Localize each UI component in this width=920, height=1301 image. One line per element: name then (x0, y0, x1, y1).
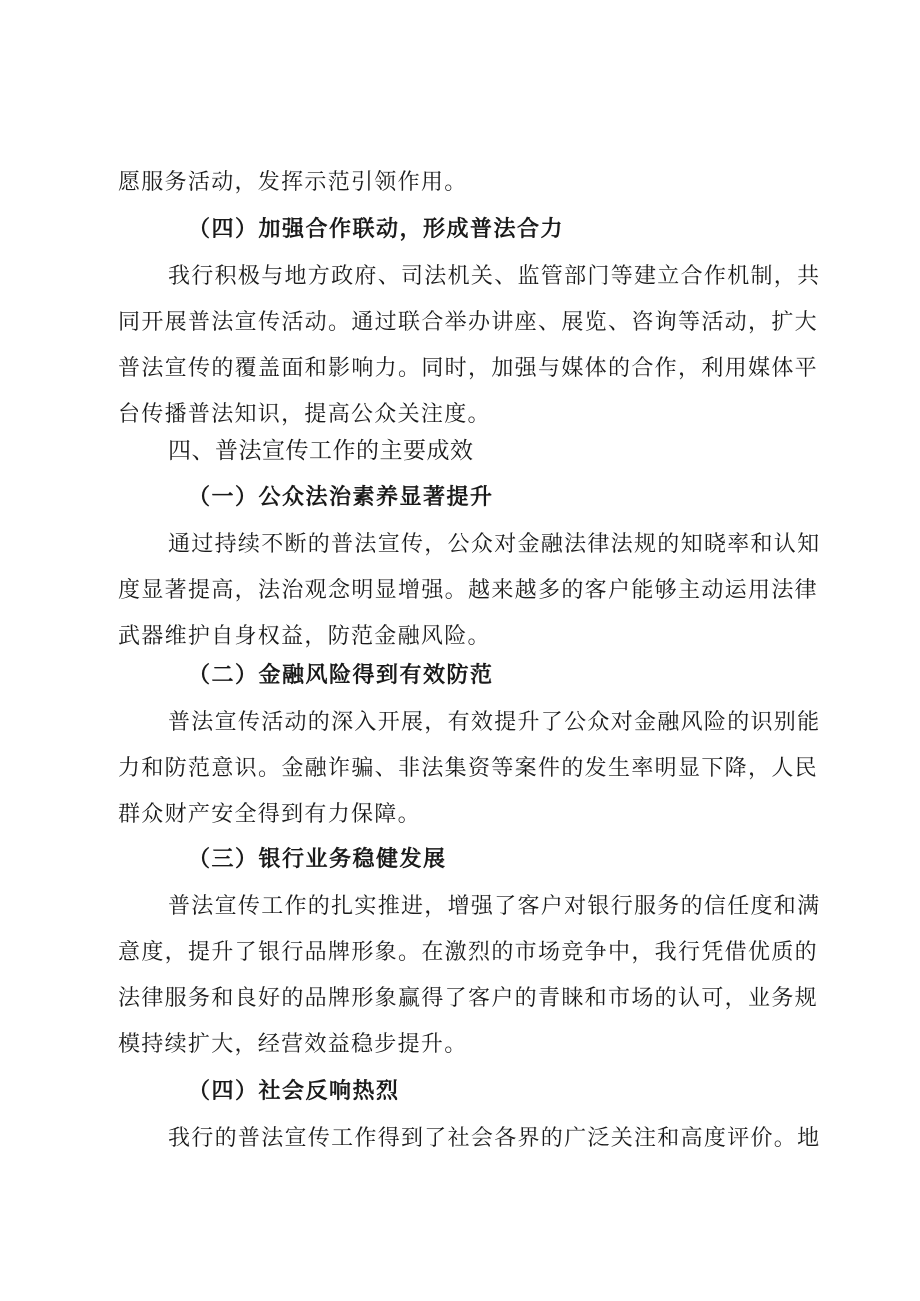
paragraph-line: 法律服务和良好的品牌形象赢得了客户的青睐和市场的认可，业务规 (118, 986, 818, 1011)
paragraph-line: 通过持续不断的普法宣传，公众对金融法律法规的知晓率和认知 (168, 532, 821, 557)
paragraph-line: 模持续扩大，经营效益稳步提升。 (118, 1032, 468, 1057)
subheading-legal-literacy: （一）公众法治素养显著提升 (188, 484, 494, 510)
section-heading-main-results: 四、普法宣传工作的主要成效 (168, 438, 474, 464)
paragraph-line: 群众财产安全得到有力保障。 (118, 802, 421, 827)
paragraph-line: 度显著提高，法治观念明显增强。越来越多的客户能够主动运用法律 (118, 578, 818, 603)
paragraph-line: 愿服务活动，发挥示范引领作用。 (118, 170, 468, 195)
paragraph-line: 我行积极与地方政府、司法机关、监管部门等建立合作机制，共 (168, 264, 821, 289)
paragraph-line: 台传播普法知识，提高公众关注度。 (118, 402, 491, 427)
subheading-risk-prevention: （二）金融风险得到有效防范 (188, 662, 494, 688)
paragraph-line: 我行的普法宣传工作得到了社会各界的广泛关注和高度评价。地 (168, 1126, 821, 1151)
paragraph-line: 武器维护自身权益，防范金融风险。 (118, 624, 491, 649)
paragraph-line: 力和防范意识。金融诈骗、非法集资等案件的发生率明显下降，人民 (118, 756, 818, 781)
paragraph-line: 普法宣传工作的扎实推进，增强了客户对银行服务的信任度和满 (168, 894, 821, 919)
paragraph-line: 同开展普法宣传活动。通过联合举办讲座、展览、咨询等活动，扩大 (118, 310, 818, 335)
subheading-social-response: （四）社会反响热烈 (188, 1078, 400, 1104)
paragraph-line: 普法宣传的覆盖面和影响力。同时，加强与媒体的合作，利用媒体平 (118, 356, 818, 381)
subheading-bank-business: （三）银行业务稳健发展 (188, 846, 447, 872)
subheading-strengthen-cooperation: （四）加强合作联动，形成普法合力 (188, 216, 565, 242)
paragraph-line: 意度，提升了银行品牌形象。在激烈的市场竞争中，我行凭借优质的 (118, 940, 818, 965)
paragraph-line: 普法宣传活动的深入开展，有效提升了公众对金融风险的识别能 (168, 710, 821, 735)
